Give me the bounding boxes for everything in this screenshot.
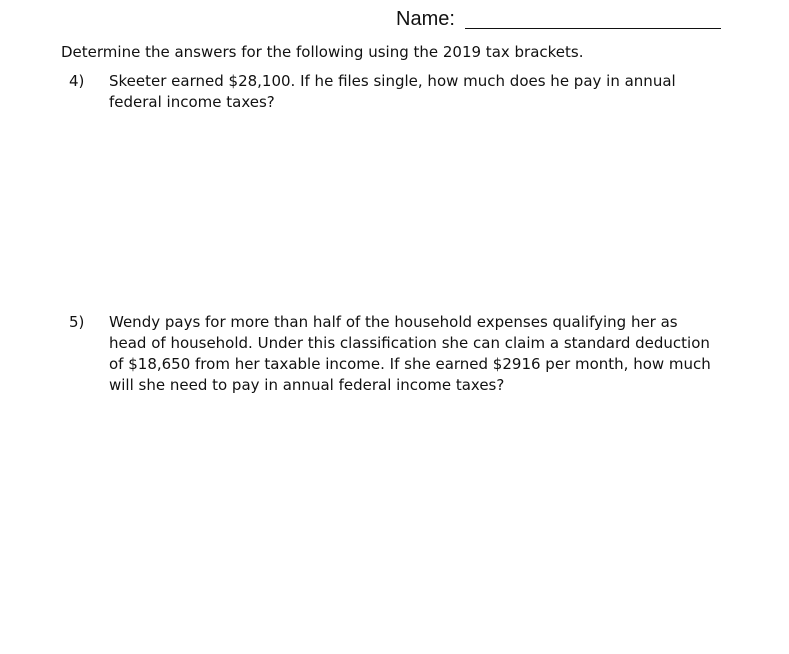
question-5	[69, 312, 719, 396]
name-label: Name:	[396, 8, 455, 30]
instructions: Determine the answers for the following using the 2019 tax brackets.	[61, 43, 584, 61]
question-number: 4)	[69, 72, 85, 90]
name-field[interactable]	[396, 6, 721, 32]
question-4	[69, 71, 719, 113]
question-text: Wendy pays for more than half of the household expenses qualifying her as head of household. Under this classification she can claim a standard deduction of $18,650 from her taxable income. If she earned $2916 per month, how much will she need to pay in annual federal income taxes?	[109, 313, 711, 394]
name-blank-line[interactable]	[465, 28, 721, 29]
question-text: Skeeter earned $28,100. If he files single, how much does he pay in annual federal income taxes?	[109, 72, 676, 111]
question-number: 5)	[69, 313, 85, 331]
